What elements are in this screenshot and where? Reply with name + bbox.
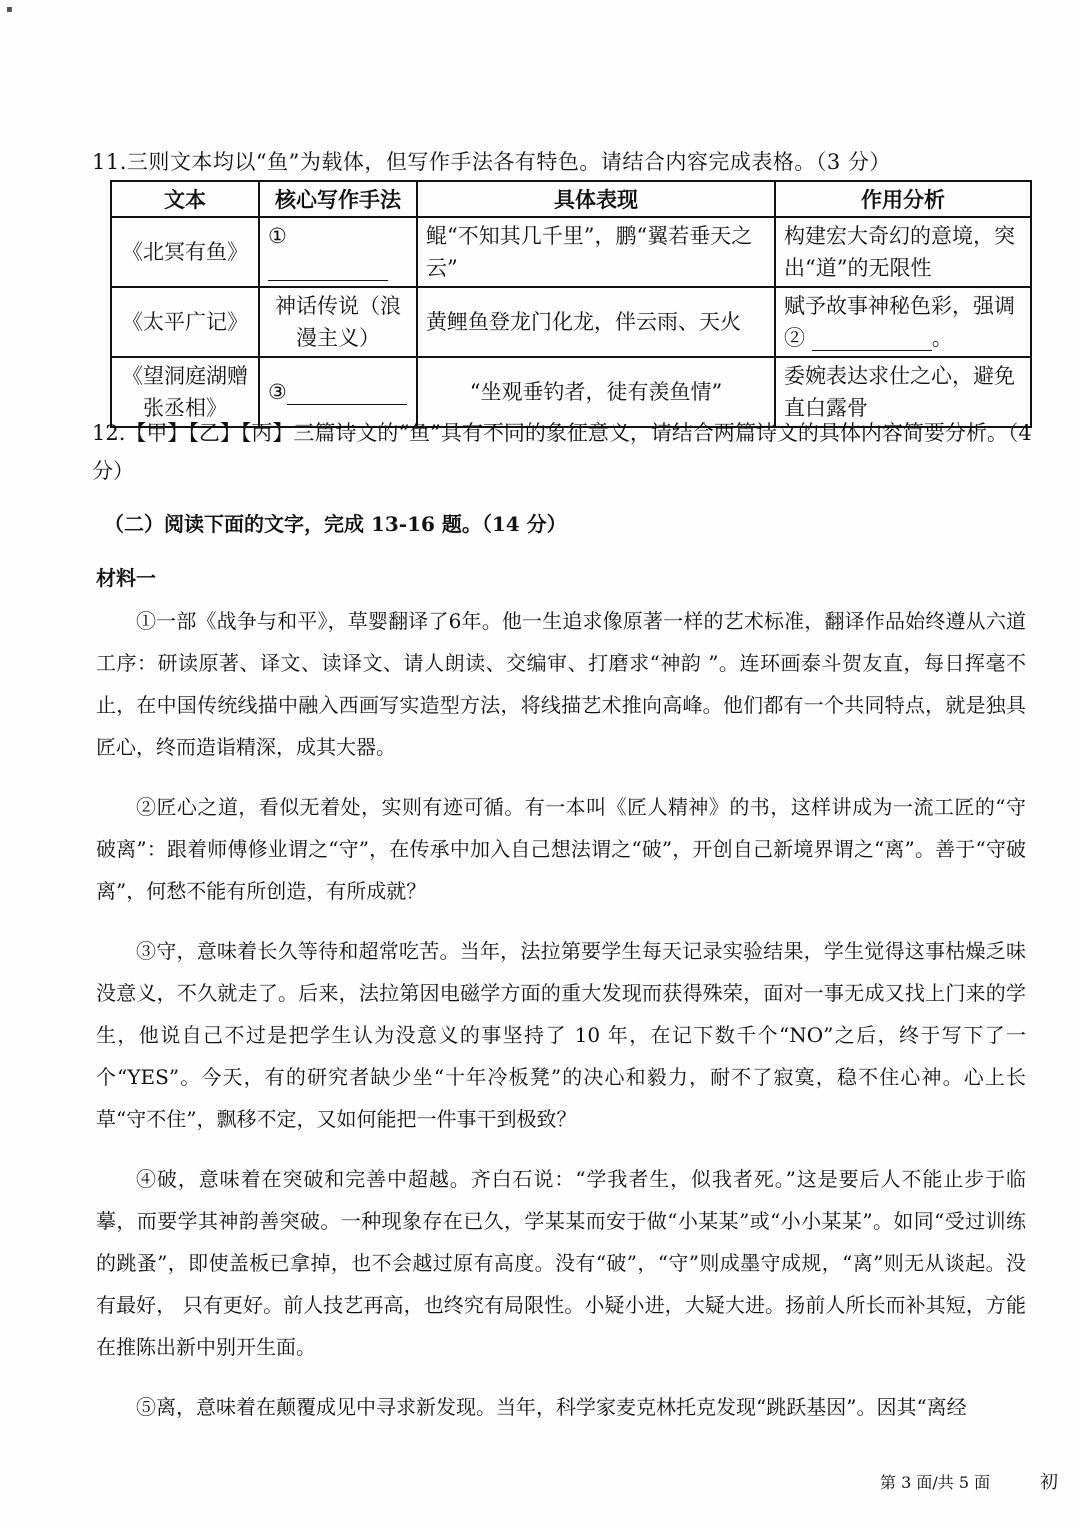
material-1-heading: 材料一 xyxy=(96,566,156,590)
row2-detail: 黄鲤鱼登龙门化龙，伴云雨、天火 xyxy=(417,287,775,357)
paragraph-3: ③守，意味着长久等待和超常吃苦。当年，法拉第要学生每天记录实验结果，学生觉得这事枯燥乏味没意义，不久就走了。后来，法拉第因电磁学方面的重大发现而获得殊荣，面对一事无成又找上门来的学生，他说自己不过是把学生认为没意义的事坚持了 10 年，在记下数千个“NO”之后，终于写下了一个“YES”。今天，有的研究者缺少坐“十年冷板凳”的决心和毅力，耐不了寂寞，稳不住心神。心上长草“守不住”，飘移不定，又如何能把一件事干到极致？ xyxy=(96,939,1026,1131)
answer-blank-2[interactable] xyxy=(812,328,932,351)
paragraph-5: ⑤离，意味着在颠覆成见中寻求新发现。当年，科学家麦克林托克发现“跳跃基因”。因其“离经 xyxy=(136,1395,967,1419)
q11-table xyxy=(110,180,1032,428)
row3-detail: “坐观垂钓者，徒有羡鱼情” xyxy=(417,357,775,427)
answer-blank-1[interactable] xyxy=(268,258,388,281)
table-header-row xyxy=(111,181,1031,217)
row2-effect-end: 。 xyxy=(931,326,953,350)
stamp-mark: 初 xyxy=(1040,1472,1058,1493)
row1-detail: 鲲“不知其几千里”，鹏“翼若垂天之云” xyxy=(417,217,775,287)
header-text: 文本 xyxy=(111,181,259,217)
page-number: 第 3 面/共 5 面 xyxy=(880,1473,991,1492)
table-row xyxy=(111,217,1031,287)
header-effect: 作用分析 xyxy=(775,181,1031,217)
material-1-body xyxy=(96,600,1026,1446)
row2-effect xyxy=(775,287,1031,357)
row3-method-label: ③ xyxy=(268,380,287,404)
header-method: 核心写作手法 xyxy=(259,181,417,217)
scan-mark: ▪ xyxy=(6,4,13,15)
row2-text: 《太平广记》 xyxy=(111,287,259,357)
row1-method-label: ① xyxy=(268,224,287,248)
section-2-heading: （二）阅读下面的文字，完成 13-16 题。（14 分） xyxy=(104,512,567,536)
paragraph-2: ②匠心之道，看似无着处，实则有迹可循。有一本叫《匠人精神》的书，这样讲成为一流工匠的“守破离”：跟着师傅修业谓之“守”，在传承中加入自己想法谓之“破”，开创自己新境界谓之“离”。善于“守破离”，何愁不能有所创造，有所成就？ xyxy=(96,795,1026,903)
row1-text: 《北冥有鱼》 xyxy=(111,217,259,287)
row1-method xyxy=(259,217,417,287)
header-detail: 具体表现 xyxy=(417,181,775,217)
question-12: 12.【甲】【乙】【丙】三篇诗文的“鱼”具有不同的象征意义，请结合两篇诗文的具体内容简要分析。（4分） xyxy=(92,421,1032,483)
answer-blank-3[interactable] xyxy=(287,382,407,405)
question-11: 11.三则文本均以“鱼”为载体，但写作手法各有特色。请结合内容完成表格。（3 分） xyxy=(92,150,891,174)
paragraph-1: ①一部《战争与和平》，草婴翻译了6年。他一生追求像原著一样的艺术标准，翻译作品始终遵从六道工序：研读原著、译文、读译文、请人朗读、交编审、打磨求“神韵 ”。连环画泰斗贺友直，每日挥毫不止，在中国传统线描中融入西画写实造型方法，将线描艺术推向高峰。他们都有一个共同特点，就是独具匠心，终而造诣精深，成其大器。 xyxy=(96,609,1026,759)
row1-effect: 构建宏大奇幻的意境，突出“道”的无限性 xyxy=(775,217,1031,287)
row2-effect-text: 赋予故事神秘色彩，强调② xyxy=(784,294,1015,350)
table-row xyxy=(111,287,1031,357)
row3-effect: 委婉表达求仕之心，避免直白露骨 xyxy=(775,357,1031,427)
paragraph-4: ④破，意味着在突破和完善中超越。齐白石说：“学我者生，似我者死。”这是要后人不能止步于临摹，而要学其神韵善突破。一种现象存在已久，学某某而安于做“小某某”或“小小某某”。如同“受过训练的跳蚤”，即使盖板已拿掉，也不会越过原有高度。没有“破”，“守”则成墨守成规，“离”则无从谈起。没有最好， 只有更好。前人技艺再高，也终究有局限性。小疑小进，大疑大进。扬前人所长而补其短，方能在推陈出新中别开生面。 xyxy=(96,1167,1026,1359)
row3-text: 《望洞庭湖赠张丞相》 xyxy=(111,357,259,427)
row2-method: 神话传说（浪漫主义） xyxy=(259,287,417,357)
